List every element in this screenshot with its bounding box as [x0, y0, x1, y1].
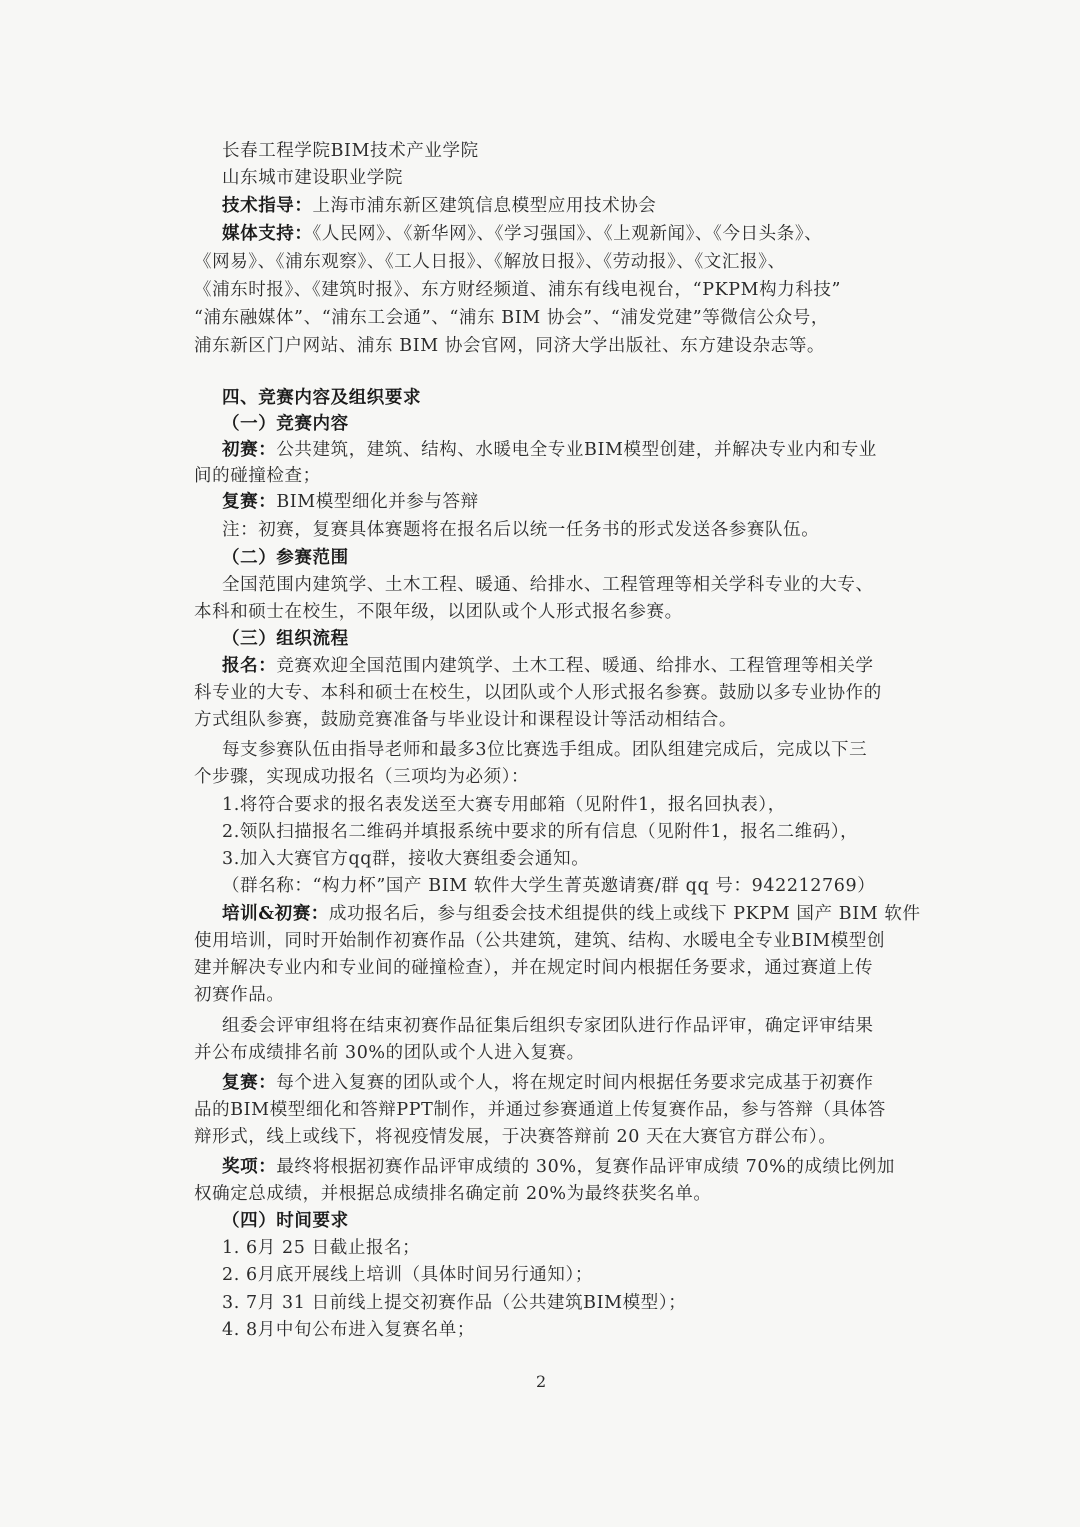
reg-line-2: 科专业的大专、本科和硕士在校生，以团队或个人形式报名参赛。鼓励以多专业协作的: [194, 683, 882, 703]
reg-line-1: [222, 654, 874, 678]
tech-guide-label: 技术指导：: [222, 196, 313, 216]
content-heading: （一）竞赛内容: [222, 414, 349, 434]
step-3: 3.加入大赛官方qq群，接收大赛组委会通知。: [222, 849, 590, 869]
train-line-2: 使用培训，同时开始制作初赛作品（公共建筑，建筑、结构、水暖电全专业BIM模型创: [194, 931, 886, 951]
final-round-line-3: 辩形式，线上或线下，将视疫情发展，于决赛答辩前 20 天在大赛官方群公布）。: [194, 1127, 837, 1147]
step-2: 2.领队扫描报名二维码并填报系统中要求的所有信息（见附件1，报名二维码），: [222, 822, 859, 842]
award-text-1: 最终将根据初赛作品评审成绩的 30%，复赛作品评审成绩 70%的成绩比例加: [276, 1157, 895, 1177]
media-line-3: 《浦东时报》、《建筑时报》、东方财经频道、浦东有线电视台，“PKPM构力科技”: [194, 280, 842, 300]
reg-text-1: 竞赛欢迎全国范围内建筑学、土木工程、暖通、给排水、工程管理等相关学: [276, 656, 874, 676]
final-text: BIM模型细化并参与答辩: [276, 492, 479, 512]
section-4-heading: 四、竞赛内容及组织要求: [222, 388, 422, 408]
media-line-2: 《网易》、《浦东观察》、《工人日报》、《解放日报》、《劳动报》、《文汇报》、: [194, 252, 786, 272]
train-line-3: 建并解决专业内和专业间的碰撞检查），并在规定时间内根据任务要求，通过赛道上传: [194, 958, 874, 978]
reg-line-3: 方式组队参赛，鼓励竞赛准备与毕业设计和课程设计等活动相结合。: [194, 710, 737, 730]
scope-heading: （二）参赛范围: [222, 548, 349, 568]
final-round-line-1: [222, 1071, 874, 1095]
schedule-item-3: 3. 7月 31 日前线上提交初赛作品（公共建筑BIM模型）；: [222, 1293, 687, 1313]
prelim-line-1: [222, 438, 877, 462]
schedule-item-2: 2. 6月底开展线上培训（具体时间另行通知）；: [222, 1265, 593, 1285]
award-label: 奖项：: [222, 1157, 277, 1177]
final-label: 复赛：: [222, 492, 277, 512]
final-round-label: 复赛：: [222, 1073, 277, 1093]
review-line-2: 并公布成绩排名前 30%的团队或个人进入复赛。: [194, 1043, 585, 1063]
final-round-text-1: 每个进入复赛的团队或个人，将在规定时间内根据任务要求完成基于初赛作: [276, 1073, 874, 1093]
award-line-1: [222, 1155, 895, 1179]
process-heading: （三）组织流程: [222, 629, 349, 649]
final-line: [222, 490, 479, 514]
train-label: 培训&初赛：: [222, 904, 329, 924]
train-line-4: 初赛作品。: [194, 985, 285, 1005]
media-line-4: “浦东融媒体”、“浦东工会通”、“浦东 BIM 协会”、“浦发党建”等微信公众号，: [194, 308, 829, 328]
train-line-1: [222, 902, 921, 926]
schedule-item-4: 4. 8月中旬公布进入复赛名单；: [222, 1320, 475, 1340]
sponsor-line-2: 山东城市建设职业学院: [222, 168, 403, 188]
media-line-1: [222, 222, 822, 246]
team-line-2: 个步骤，实现成功报名（三项均为必须）：: [194, 767, 530, 787]
media-label: 媒体支持：: [222, 224, 313, 244]
scope-line-1: 全国范围内建筑学、土木工程、暖通、给排水、工程管理等相关学科专业的大专、: [222, 575, 874, 595]
prelim-text-1: 公共建筑，建筑、结构、水暖电全专业BIM模型创建，并解决专业内和专业: [276, 440, 877, 460]
sponsor-line-1: 长春工程学院BIM技术产业学院: [222, 141, 479, 161]
team-line-1: 每支参赛队伍由指导老师和最多3位比赛选手组成。团队组建完成后，完成以下三: [222, 740, 868, 760]
award-line-2: 权确定总成绩，并根据总成绩排名确定前 20%为最终获奖名单。: [194, 1184, 712, 1204]
tech-guide-text: 上海市浦东新区建筑信息模型应用技术协会: [312, 196, 657, 216]
tech-guide-line: [222, 194, 656, 218]
qq-group-line: （群名称：“构力杯”国产 BIM 软件大学生菁英邀请赛/群 qq 号：942212769）: [222, 876, 876, 896]
content-note: 注：初赛，复赛具体赛题将在报名后以统一任务书的形式发送各参赛队伍。: [222, 520, 820, 540]
final-round-line-2: 品的BIM模型细化和答辩PPT制作，并通过参赛通道上传复赛作品，参与答辩（具体答: [194, 1100, 886, 1120]
prelim-line-2: 间的碰撞检查；: [194, 466, 321, 486]
schedule-item-1: 1. 6月 25 日截止报名；: [222, 1238, 421, 1258]
step-1: 1.将符合要求的报名表发送至大赛专用邮箱（见附件1，报名回执表），: [222, 795, 786, 815]
review-line-1: 组委会评审组将在结束初赛作品征集后组织专家团队进行作品评审，确定评审结果: [222, 1016, 874, 1036]
reg-label: 报名：: [222, 656, 277, 676]
media-line-5: 浦东新区门户网站、浦东 BIM 协会官网，同济大学出版社、东方建设杂志等。: [194, 336, 826, 356]
train-text-1: 成功报名后，参与组委会技术组提供的线上或线下 PKPM 国产 BIM 软件: [328, 904, 921, 924]
schedule-heading: （四）时间要求: [222, 1211, 349, 1231]
scope-line-2: 本科和硕士在校生，不限年级，以团队或个人形式报名参赛。: [194, 602, 683, 622]
media-text-1: 《人民网》、《新华网》、《学习强国》、《上观新闻》、《今日头条》、: [312, 224, 823, 244]
page-number: 2: [536, 1372, 547, 1391]
prelim-label: 初赛：: [222, 440, 277, 460]
